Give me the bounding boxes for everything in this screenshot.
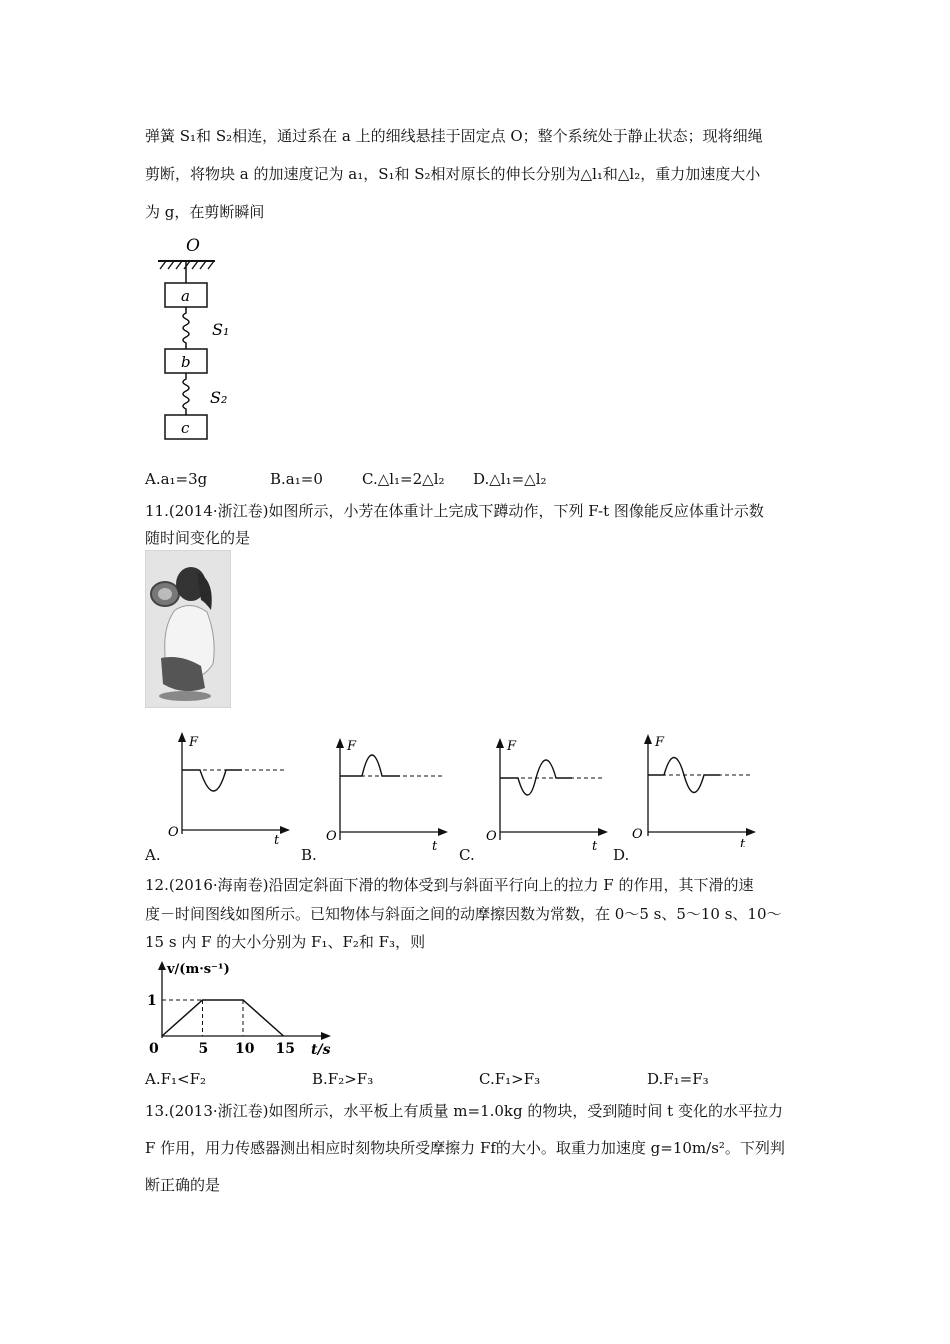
x-axis-label: t/s	[311, 1042, 331, 1058]
p13-text-line3: 断正确的是	[145, 1176, 221, 1194]
p10-option-b: B.a₁=0	[270, 470, 323, 488]
p12-text-line3: 15 s 内 F 的大小分别为 F₁、F₂和 F₃，则	[145, 933, 426, 951]
y-label: F	[655, 735, 665, 750]
y-label: F	[507, 739, 517, 754]
p11-option-b: B.	[301, 846, 317, 864]
p13-text-line1: 13.(2013·浙江卷)如图所示，水平板上有质量 m=1.0kg 的物块，受到随时间 t 变化的水平拉力	[145, 1102, 783, 1120]
p12-option-a: A.F₁<F₂	[145, 1070, 207, 1088]
p12-text-line2: 度－时间图线如图所示。已知物体与斜面之间的动摩擦因数为常数，在 0～5 s、5～10 s、10～	[145, 905, 782, 923]
label-c: c	[181, 419, 190, 437]
p10-text-line2: 剪断，将物块 a 的加速度记为 a₁，S₁和 S₂相对原长的伸长分别为△l₁和△l₂，重力加速度大小	[145, 165, 761, 183]
curve-d	[648, 758, 720, 793]
label-a: a	[181, 287, 190, 305]
x-tick-label-15: 15	[275, 1041, 295, 1057]
p11-option-c: C.	[459, 846, 475, 864]
origin-label: O	[632, 827, 643, 842]
velocity-series-line	[162, 1000, 284, 1036]
p12-option-d: D.F₁=F₃	[647, 1070, 709, 1088]
graph-a	[162, 730, 292, 845]
spring-s1	[183, 307, 189, 349]
spring-s2	[183, 373, 189, 417]
p10-text-line3: 为 g，在剪断瞬间	[145, 203, 265, 221]
y-axis-label: v/(m·s⁻¹)	[167, 962, 230, 977]
y-label: F	[347, 739, 357, 754]
origin-label: O	[168, 825, 179, 840]
x-tick-label-5: 5	[198, 1041, 209, 1057]
p10-text-line1: 弹簧 S₁和 S₂相连，通过系在 a 上的细线悬挂于固定点 O；整个系统处于静止状态；现将细绳	[145, 127, 763, 145]
p11-text-line1: 11.(2014·浙江卷)如图所示，小芳在体重计上完成下蹲动作，下列 F-t 图像能反应体重计示数	[145, 502, 764, 520]
curve-a	[182, 770, 242, 791]
y-tick-label-1: 1	[147, 993, 157, 1009]
p10-option-c: C.△l₁=2△l₂	[362, 470, 445, 488]
graph-d	[628, 732, 758, 847]
curve-b	[340, 755, 400, 776]
p11-option-a: A.	[145, 846, 161, 864]
curve-c	[500, 760, 572, 795]
graph-c	[480, 736, 610, 851]
p11-option-d: D.	[613, 846, 630, 864]
origin-label: O	[486, 829, 497, 844]
x-label: t	[274, 833, 280, 845]
p11-text-line2: 随时间变化的是	[145, 529, 251, 547]
p12-option-c: C.F₁>F₃	[479, 1070, 541, 1088]
x-label: t	[592, 839, 598, 851]
x-label: t	[740, 837, 746, 847]
p10-option-d: D.△l₁=△l₂	[473, 470, 547, 488]
graph-b	[320, 736, 450, 851]
spring-block-figure	[150, 235, 250, 445]
origin-label: O	[326, 829, 337, 844]
squatting-girl-photo	[145, 550, 231, 708]
velocity-time-chart	[143, 956, 343, 1060]
label-b: b	[181, 353, 191, 371]
origin-label: 0	[149, 1041, 159, 1057]
p12-option-b: B.F₂>F₃	[312, 1070, 374, 1088]
p10-option-a: A.a₁=3g	[145, 470, 208, 488]
x-label: t	[432, 839, 438, 851]
y-label: F	[189, 735, 199, 750]
p12-text-line1: 12.(2016·海南卷)沿固定斜面下滑的物体受到与斜面平行向上的拉力 F 的作用，其下滑的速	[145, 876, 754, 894]
label-O: O	[186, 236, 200, 256]
p13-text-line2: F 作用，用力传感器测出相应时刻物块所受摩擦力 Ff的大小。取重力加速度 g=10m/s²。下列判	[145, 1139, 785, 1157]
x-tick-label-10: 10	[235, 1041, 255, 1057]
label-s1: S₁	[212, 320, 230, 339]
label-s2: S₂	[210, 388, 228, 407]
